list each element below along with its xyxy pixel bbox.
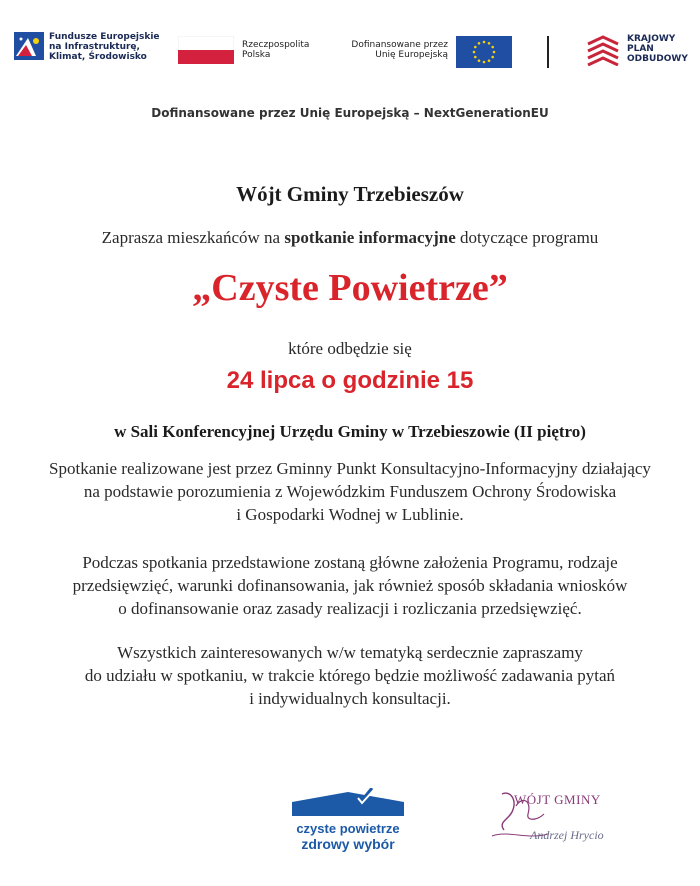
paragraph-1	[0, 457, 700, 526]
paragraph-3	[0, 641, 700, 710]
fe-line1: Fundusze Europejskie	[49, 32, 160, 42]
paragraph-3-line: Wszystkich zainteresowanych w/w tematyką serdecznie zapraszamy	[117, 643, 583, 662]
meeting-venue: w Sali Konferencyjnej Urzędu Gminy w Trzebieszowie (II piętro)	[114, 422, 586, 441]
eu-line1: Dofinansowane przez	[351, 40, 448, 50]
paragraph-2	[0, 551, 700, 620]
fe-line3: Klimat, Środowisko	[49, 52, 147, 62]
header-divider	[547, 36, 549, 68]
logo-krajowy-plan-odbudowy	[585, 32, 700, 70]
kpo-flag-icon	[585, 34, 621, 66]
meeting-date: 24 lipca o godzinie 15	[226, 367, 474, 394]
rp-line1: Rzeczpospolita	[242, 40, 310, 50]
logo-rzeczpospolita	[178, 36, 328, 66]
kpo-line2: PLAN	[627, 44, 654, 54]
badge-line2: zdrowy wybór	[301, 836, 395, 852]
paragraph-2-line: o dofinansowanie oraz zasady realizacji i rozliczania przedsięwzięć.	[118, 599, 582, 618]
rp-logo-text	[242, 40, 309, 60]
eu-logo-text	[340, 40, 448, 60]
which-line: które odbędzie się	[288, 339, 412, 358]
paragraph-2-line: przedsięwzięć, warunki dofinansowania, jak również sposób składania wniosków	[72, 576, 628, 595]
invite-prefix: Zaprasza mieszkańców na	[101, 228, 285, 247]
invite-line	[0, 226, 700, 249]
invite-suffix: dotyczące programu	[455, 228, 599, 247]
paragraph-1-line: na podstawie porozumienia z Wojewódzkim Funduszem Ochrony Środowiska	[83, 482, 617, 501]
kpo-logo-text	[627, 34, 688, 64]
signature-name: Andrzej Hrycio	[530, 828, 604, 842]
kpo-line1: KRAJOWY	[627, 34, 676, 44]
signature-stamp: WÓJT GMINY	[514, 792, 601, 807]
house-roof-icon	[288, 788, 408, 818]
rp-line2: Polska	[242, 50, 271, 60]
document-title: Wójt Gminy Trzebieszów	[236, 182, 464, 206]
czyste-powietrze-badge	[288, 788, 408, 864]
program-name: „Czyste Powietrze”	[192, 267, 508, 309]
paragraph-2-line: Podczas spotkania przedstawione zostaną główne założenia Programu, rodzaje	[82, 553, 618, 572]
logo-fundusze-europejskie	[14, 30, 174, 70]
fe-logo-text	[49, 32, 160, 62]
eu-flag-icon	[456, 36, 512, 68]
badge-line1: czyste powietrze	[296, 821, 400, 836]
kpo-line3: ODBUDOWY	[627, 54, 688, 64]
paragraph-3-line: i indywidualnych konsultacji.	[249, 689, 451, 708]
invite-bold: spotkanie informacyjne	[284, 228, 456, 247]
signature-block	[488, 786, 628, 856]
logo-dofinansowane-ue	[340, 36, 520, 70]
eu-line2: Unię Europejską	[375, 50, 448, 60]
fe-flag-icon	[14, 32, 44, 60]
fe-line2: na Infrastrukturę,	[49, 42, 140, 52]
poland-flag-icon	[178, 36, 234, 64]
paragraph-1-line: Spotkanie realizowane jest przez Gminny Punkt Konsultacyjno-Informacyjny działający	[49, 459, 651, 478]
paragraph-1-line: i Gospodarki Wodnej w Lublinie.	[236, 505, 464, 524]
paragraph-3-line: do udziału w spotkaniu, w trakcie którego będzie możliwość zadawania pytań	[84, 666, 616, 685]
ngeu-caption: Dofinansowane przez Unię Europejską – NextGenerationEU	[151, 106, 549, 120]
